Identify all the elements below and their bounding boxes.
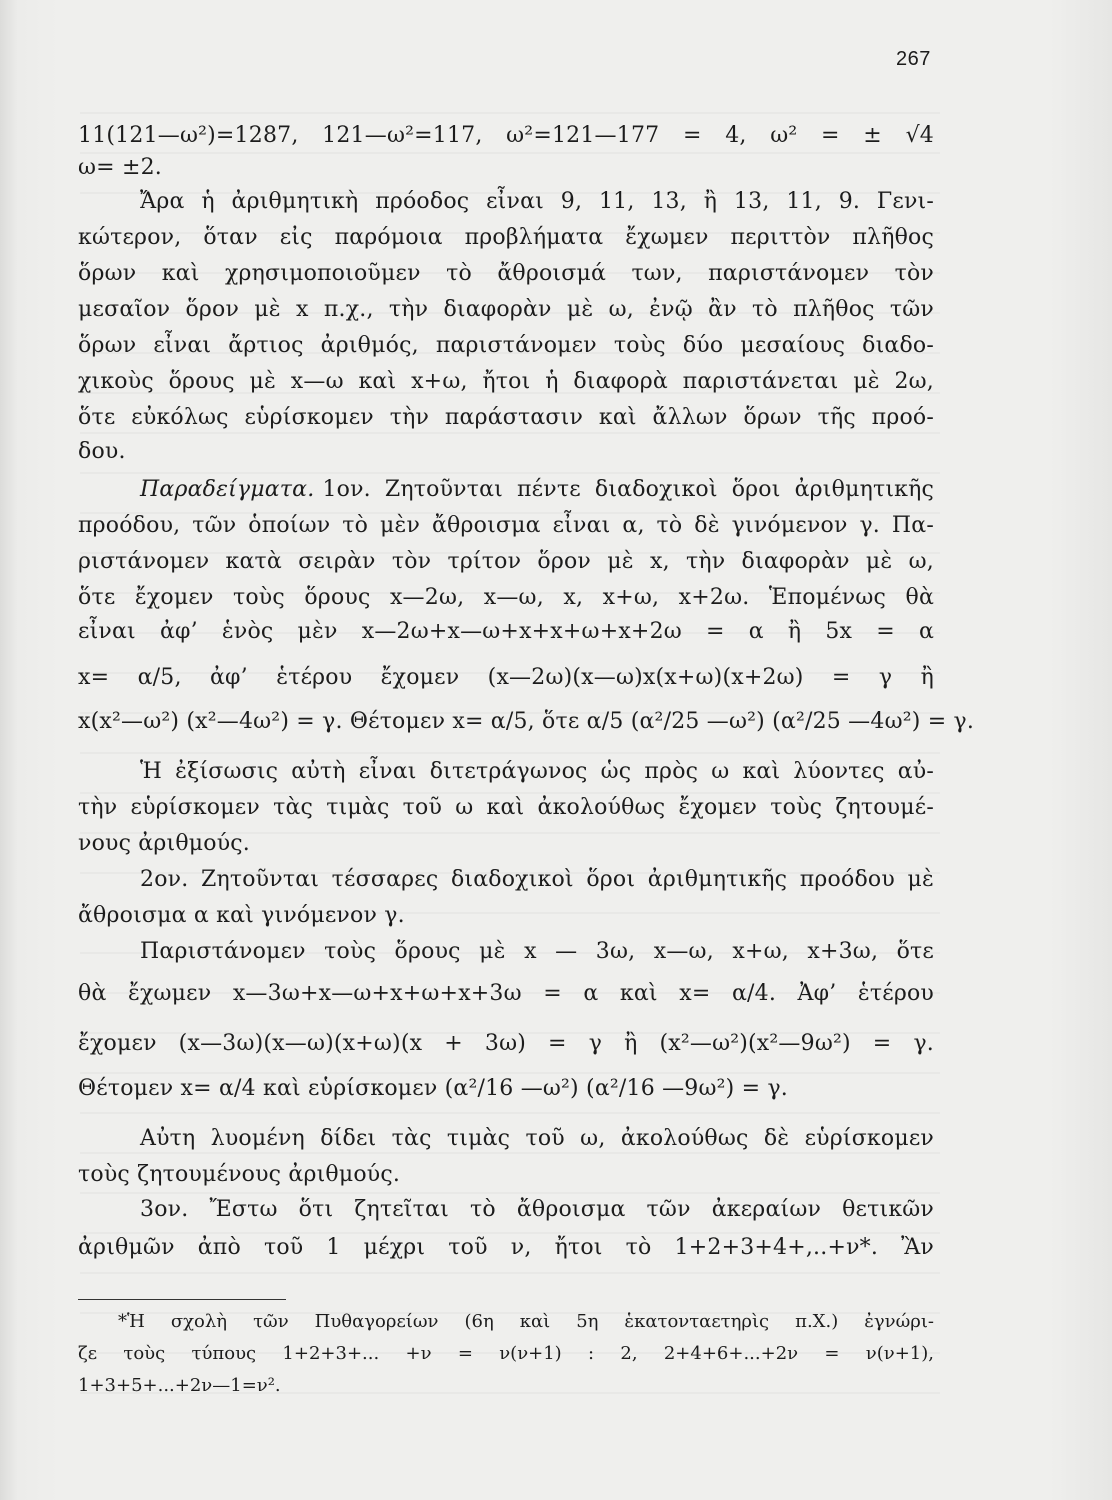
text-line: ω= ±2. bbox=[78, 155, 162, 180]
page-number: 267 bbox=[896, 48, 931, 70]
text-line: ἄθροισμα α καὶ γινόμενον γ. bbox=[78, 903, 405, 928]
footnote-line: ζε τοὺς τύπους 1+2+3+... +ν = ν(ν+1) : 2, 2+4+6+...+2ν = ν(ν+1), bbox=[78, 1343, 934, 1364]
text-line: μεσαῖον ὅρον μὲ x π.χ., τὴν διαφορὰν μὲ ω, ἐνῷ ἂν τὸ πλῆθος τῶν bbox=[78, 297, 934, 322]
example1-first-line: 1ον. Ζητοῦνται πέντε διαδοχικοὶ ὅροι ἀριθμητικῆς bbox=[322, 477, 934, 502]
text-line: νους ἀριθμούς. bbox=[78, 831, 251, 856]
equation-line: Θέτομεν x= α/4 καὶ εὑρίσκομεν (α²/16 —ω²) (α²/16 —9ω²) = γ. bbox=[78, 1076, 788, 1101]
examples-heading-line bbox=[140, 476, 934, 504]
text-line: προόδου, τῶν ὁποίων τὸ μὲν ἄθροισμα εἶναι α, τὸ δὲ γινόμενον γ. Πα- bbox=[78, 513, 934, 538]
footnote-line: *Ἡ σχολὴ τῶν Πυθαγορείων (6η καὶ 5η ἑκατονταετηρὶς π.Χ.) ἐγνώρι- bbox=[118, 1311, 934, 1332]
footnote-line: 1+3+5+...+2ν—1=ν². bbox=[78, 1375, 281, 1396]
text-line: ὅρων εἶναι ἄρτιος ἀριθμός, παριστάνομεν τοὺς δύο μεσαίους διαδο- bbox=[78, 333, 934, 358]
text-line: ὅτε εὐκόλως εὑρίσκομεν τὴν παράστασιν καὶ ἄλλων ὅρων τῆς προό- bbox=[78, 405, 934, 430]
equation-line: x(x²—ω²) (x²—4ω²) = γ. Θέτομεν x= α/5, ὅτε α/5 (α²/25 —ω²) (α²/25 —4ω²) = γ. bbox=[78, 709, 975, 734]
text-line: Ἡ ἐξίσωσις αὐτὴ εἶναι διτετράγωνος ὡς πρὸς ω καὶ λύοντες αὐ- bbox=[140, 759, 934, 784]
equation-line: θὰ ἔχωμεν x—3ω+x—ω+x+ω+x+3ω = α καὶ x= α/4. Ἀφ’ ἑτέρου bbox=[78, 981, 934, 1006]
footnote-rule bbox=[78, 1299, 286, 1300]
text-line: Αὐτη λυομένη δίδει τὰς τιμὰς τοῦ ω, ἀκολούθως δὲ εὑρίσκομεν bbox=[140, 1126, 934, 1151]
text-line: τὴν εὑρίσκομεν τὰς τιμὰς τοῦ ω καὶ ἀκολούθως ἔχομεν τοὺς ζητουμέ- bbox=[78, 795, 934, 820]
text-line: δου. bbox=[78, 439, 126, 464]
text-line: Παριστάνομεν τοὺς ὅρους μὲ x — 3ω, x—ω, x+ω, x+3ω, ὅτε bbox=[140, 939, 934, 964]
text-line: τοὺς ζητουμένους ἀριθμούς. bbox=[78, 1162, 401, 1187]
text-line: κώτερον, ὅταν εἰς παρόμοια προβλήματα ἔχωμεν περιττὸν πλῆθος bbox=[78, 225, 934, 250]
text-line: Ἄρα ἡ ἀριθμητικὴ πρόοδος εἶναι 9, 11, 13, ἢ 13, 11, 9. Γενι- bbox=[140, 189, 934, 214]
text-line: ἀριθμῶν ἀπὸ τοῦ 1 μέχρι τοῦ ν, ἤτοι τὸ 1+2+3+4+,..+ν*. Ἂν bbox=[78, 1235, 934, 1260]
text-line: χικοὺς ὅρους μὲ x—ω καὶ x+ω, ἤτοι ἡ διαφορὰ παριστάνεται μὲ 2ω, bbox=[78, 369, 934, 394]
text-line: 2ον. Ζητοῦνται τέσσαρες διαδοχικοὶ ὅροι ἀριθμητικῆς προόδου μὲ bbox=[140, 867, 934, 892]
text-line: ριστάνομεν κατὰ σειρὰν τὸν τρίτον ὅρον μὲ x, τὴν διαφορὰν μὲ ω, bbox=[78, 549, 934, 574]
equation-line: x= α/5, ἀφ’ ἑτέρου ἔχομεν (x—2ω)(x—ω)x(x+ω)(x+2ω) = γ ἢ bbox=[78, 665, 934, 690]
examples-heading: Παραδείγματα. bbox=[140, 477, 315, 502]
text-line: εἶναι ἀφ’ ἑνὸς μὲν x—2ω+x—ω+x+x+ω+x+2ω = α ἢ 5x = α bbox=[78, 619, 934, 644]
text-line: 3ον. Ἔστω ὅτι ζητεῖται τὸ ἄθροισμα τῶν ἀκεραίων θετικῶν bbox=[140, 1197, 934, 1222]
text-line: 11(121—ω²)=1287, 121—ω²=117, ω²=121—177 = 4, ω² = ± √4 bbox=[78, 123, 934, 148]
equation-line: ἔχομεν (x—3ω)(x—ω)(x+ω)(x + 3ω) = γ ἢ (x²—ω²)(x²—9ω²) = γ. bbox=[78, 1031, 934, 1056]
text-line: ὅτε ἔχομεν τοὺς ὅρους x—2ω, x—ω, x, x+ω, x+2ω. Ἑπομένως θὰ bbox=[78, 585, 934, 610]
text-line: ὅρων καὶ χρησιμοποιοῦμεν τὸ ἄθροισμά των, παριστάνομεν τὸν bbox=[78, 261, 934, 286]
